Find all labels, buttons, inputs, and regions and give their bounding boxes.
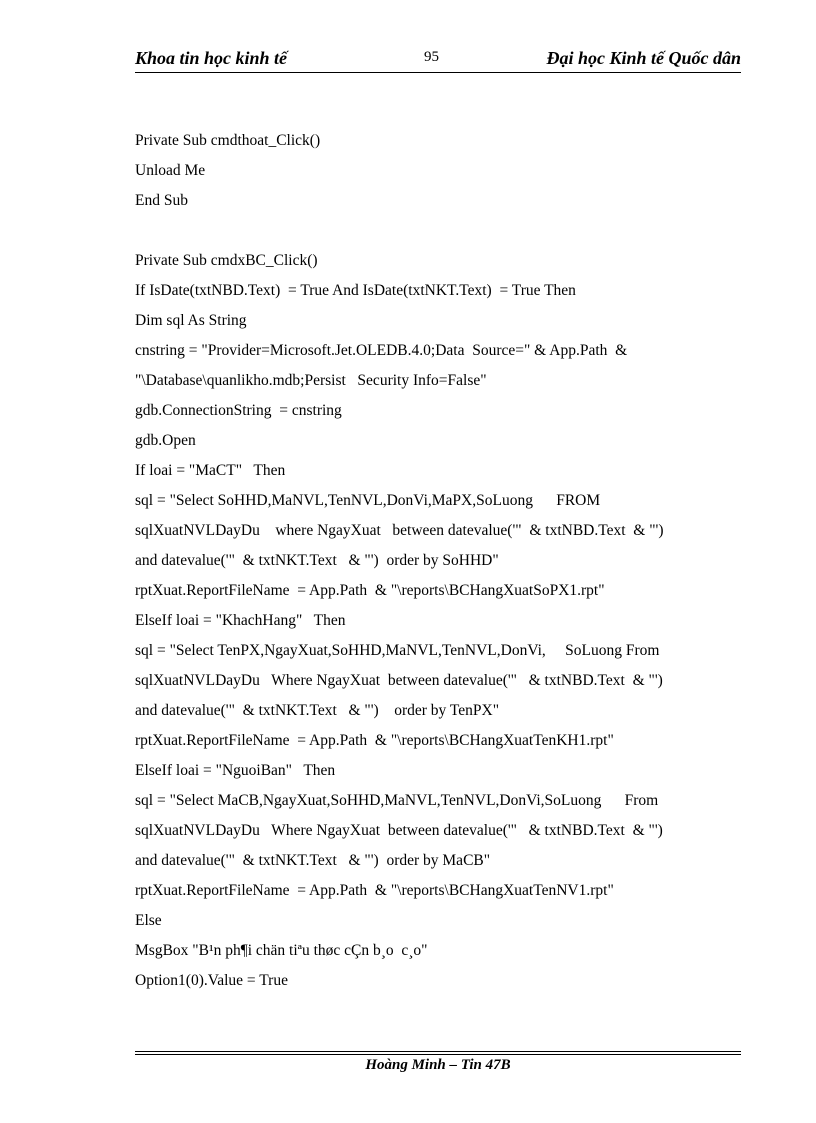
code-line: rptXuat.ReportFileName = App.Path & "\reports\BCHangXuatTenKH1.rpt" (135, 732, 614, 749)
code-line: rptXuat.ReportFileName = App.Path & "\reports\BCHangXuatSoPX1.rpt" (135, 582, 605, 599)
code-line: rptXuat.ReportFileName = App.Path & "\reports\BCHangXuatTenNV1.rpt" (135, 882, 614, 899)
code-line: cnstring = "Provider=Microsoft.Jet.OLEDB.4.0;Data Source=" & App.Path & (135, 342, 628, 359)
code-line: Private Sub cmdthoat_Click() (135, 132, 321, 149)
code-line: sqlXuatNVLDayDu Where NgayXuat between datevalue('" & txtNBD.Text & "') (135, 822, 663, 839)
code-line: gdb.Open (135, 432, 196, 449)
code-line: ElseIf loai = "NguoiBan" Then (135, 762, 336, 779)
code-line: Unload Me (135, 162, 206, 179)
code-line: Private Sub cmdxBC_Click() (135, 252, 318, 269)
header-faculty: Khoa tin học kinh tế (135, 48, 288, 68)
code-line: Option1(0).Value = True (135, 972, 288, 989)
code-line: MsgBox "B¹n ph¶i chän tiªu thøc cÇn b¸o c¸o" (135, 942, 428, 959)
code-line: sqlXuatNVLDayDu where NgayXuat between datevalue('" & txtNBD.Text & "') (135, 522, 664, 539)
code-line: sql = "Select TenPX,NgayXuat,SoHHD,MaNVL,TenNVL,DonVi, SoLuong From (135, 642, 660, 659)
code-line: Else (135, 912, 162, 929)
code-line: and datevalue('" & txtNKT.Text & "') order by SoHHD" (135, 552, 499, 569)
code-line: End Sub (135, 192, 188, 209)
code-line: "\Database\quanlikho.mdb;Persist Security Info=False" (135, 372, 487, 389)
code-line: Dim sql As String (135, 312, 247, 329)
code-line: and datevalue('" & txtNKT.Text & "') order by TenPX" (135, 702, 500, 719)
header-university: Đại học Kinh tế Quốc dân (546, 48, 741, 68)
footer-rule-bottom (135, 1054, 741, 1055)
page-footer: Hoàng Minh – Tin 47B (365, 1057, 511, 1073)
code-line: If IsDate(txtNBD.Text) = True And IsDate(txtNKT.Text) = True Then (135, 282, 576, 299)
code-line: gdb.ConnectionString = cnstring (135, 402, 342, 419)
page-header (135, 46, 741, 73)
code-line: and datevalue('" & txtNKT.Text & "') order by MaCB" (135, 852, 491, 869)
code-line: sql = "Select SoHHD,MaNVL,TenNVL,DonVi,MaPX,SoLuong FROM (135, 492, 601, 509)
footer-rule-top (135, 1051, 741, 1052)
code-line: sqlXuatNVLDayDu Where NgayXuat between datevalue('" & txtNBD.Text & "') (135, 672, 663, 689)
page-number: 95 (424, 49, 439, 65)
code-line: sql = "Select MaCB,NgayXuat,SoHHD,MaNVL,TenNVL,DonVi,SoLuong From (135, 792, 659, 809)
code-line: If loai = "MaCT" Then (135, 462, 286, 479)
code-line: ElseIf loai = "KhachHang" Then (135, 612, 346, 629)
